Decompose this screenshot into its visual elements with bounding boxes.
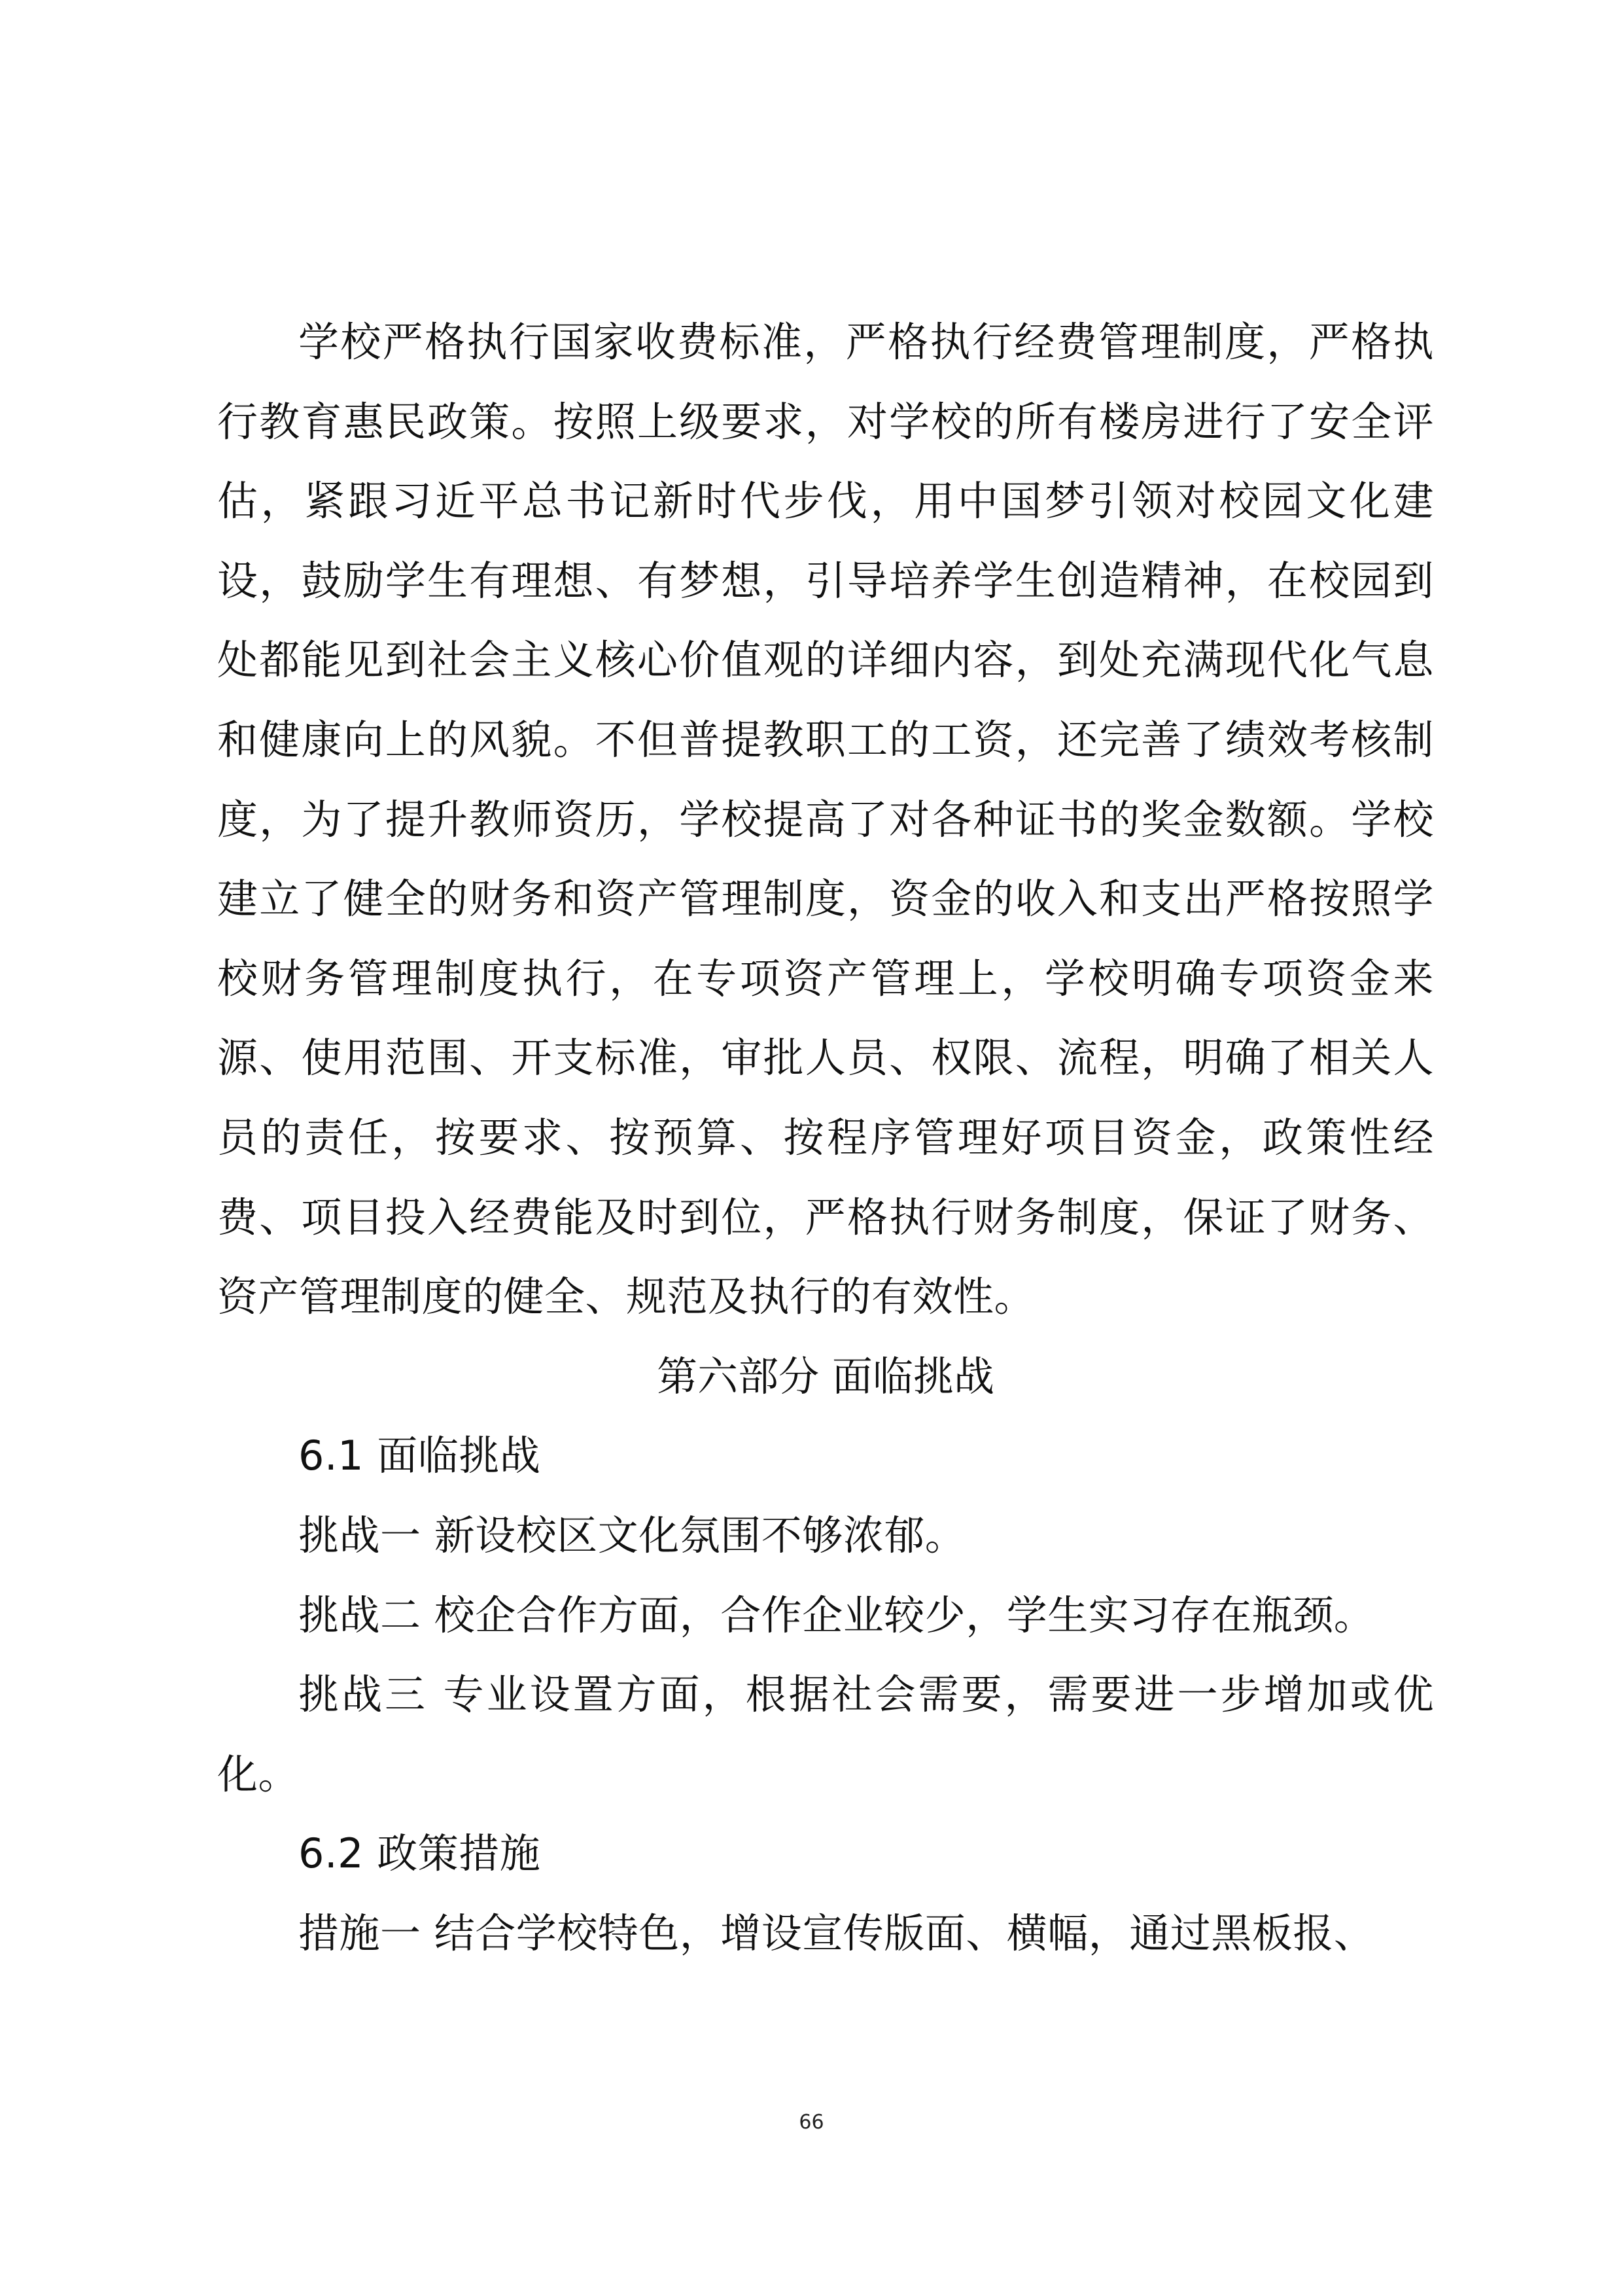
- page-number: 66: [799, 2111, 824, 2134]
- challenge-item: 挑战一 新设校区文化氛围不够浓郁。: [298, 1511, 966, 1559]
- section-heading: 第六部分 面临挑战: [657, 1352, 994, 1400]
- measure-item: 措施一 结合学校特色，增设宣传版面、横幅，通过黑板报、: [298, 1909, 1375, 1957]
- challenge-item: 挑战二 校企合作方面，合作企业较少，学生实习存在瓶颈。: [298, 1591, 1375, 1639]
- challenge-item: 挑战三 专业设置方面，根据社会需要，需要进一步增加或优化。: [217, 1670, 1434, 1798]
- subsection-heading-challenges: 6.1 面临挑战: [298, 1432, 541, 1480]
- body-text: [217, 302, 1434, 1973]
- subsection-heading-measures: 6.2 政策措施: [298, 1829, 541, 1878]
- paragraph-finance-management: 学校严格执行国家收费标准，严格执行经费管理制度，严格执行教育惠民政策。按照上级要求，对学校的所有楼房进行了安全评估，紧跟习近平总书记新时代步伐，用中国梦引领对校园文化建设，鼓励学生有理想、有梦想，引导培养学生创造精神，在校园到处都能见到社会主义核心价值观的详细内容，到处充满现代化气息和健康向上的风貌。不但普提教职工的工资，还完善了绩效考核制度，为了提升教师资历，学校提高了对各种证书的奖金数额。学校建立了健全的财务和资产管理制度，资金的收入和支出严格按照学校财务管理制度执行，在专项资产管理上，学校明确专项资金来源、使用范围、开支标准，审批人员、权限、流程，明确了相关人员的责任，按要求、按预算、按程序管理好项目资金，政策性经费、项目投入经费能及时到位，严格执行财务制度，保证了财务、资产管理制度的健全、规范及执行的有效性。: [217, 318, 1434, 1321]
